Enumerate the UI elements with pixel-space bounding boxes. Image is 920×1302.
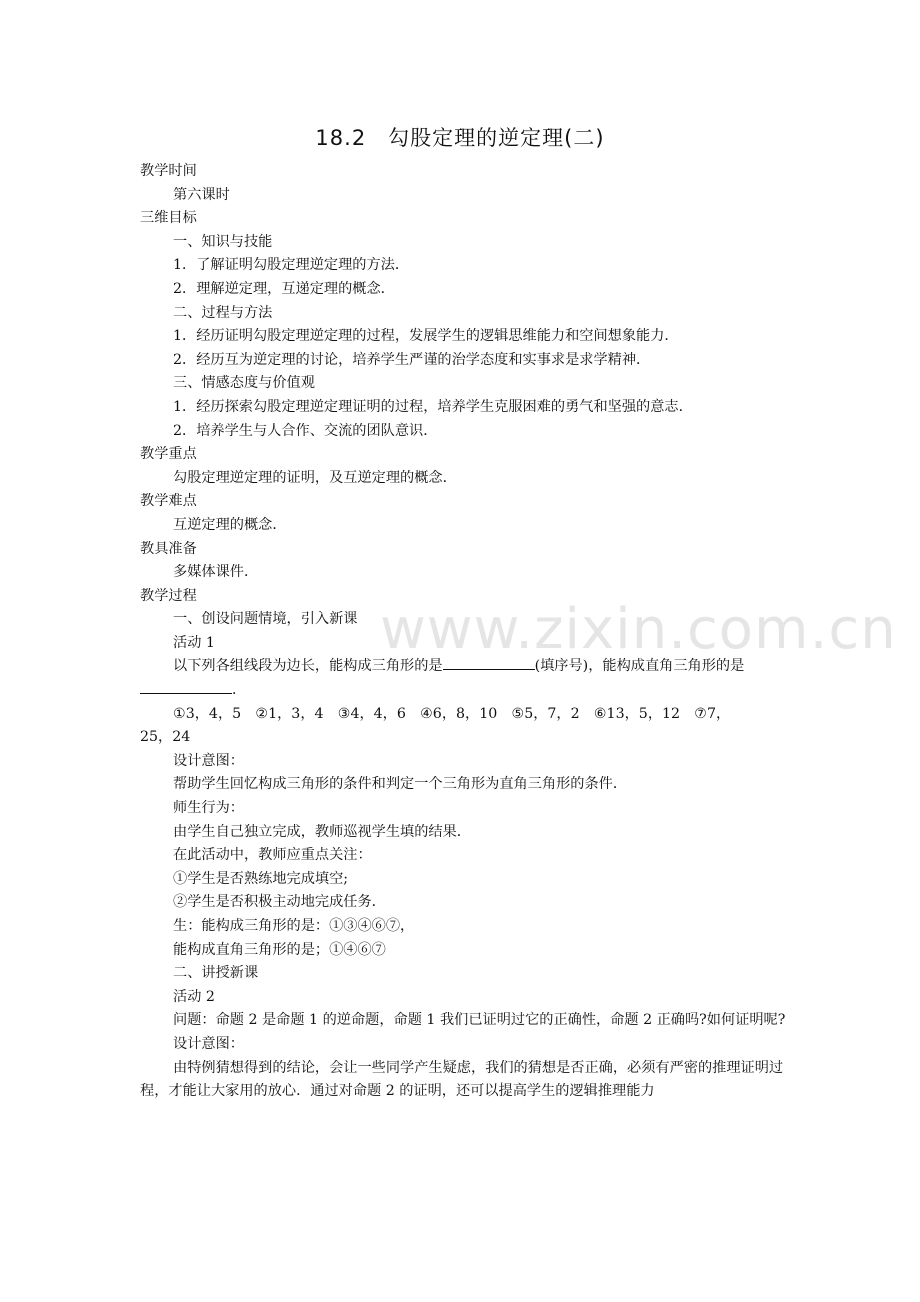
question2: 问题：命题 2 是命题 1 的逆命题，命题 1 我们已证明过它的正确性，命题 2 正确吗?如何证明呢? [173, 1012, 786, 1029]
answer-blank-2[interactable] [140, 693, 232, 694]
focus-item: ①学生是否熟练地完成填空; [173, 870, 349, 887]
focus-intro: 在此活动中，教师应重点关注： [173, 847, 372, 864]
heading-process: 教学过程 [140, 587, 197, 604]
q1-text-b: (填序号)，能构成直角三角形 [534, 658, 716, 675]
design-text: 帮助学生回忆构成三角形的条件和判定一个三角形为直角三角形的条件． [173, 776, 628, 793]
q1-text-a: 以下列各组线段为边长，能构成三角形的是 [173, 658, 443, 675]
q1-text-c: 的是 [715, 658, 745, 675]
student-answer: 生：能构成三角形的是：①③④⑥⑦， [173, 918, 415, 934]
time-value: 第六课时 [173, 186, 230, 203]
design-label: 设计意图： [173, 752, 244, 769]
goals-sub2: 二、过程与方法 [173, 304, 273, 321]
question1 [140, 655, 790, 702]
heading-tools: 教具准备 [140, 540, 197, 557]
focus-item: ②学生是否积极主动地完成任务． [173, 894, 386, 911]
options-line-cont: 25，24 [140, 729, 191, 746]
difficult-value: 互逆定理的概念． [173, 516, 287, 533]
activity1-label: 活动 1 [173, 634, 215, 651]
activity2-label: 活动 2 [173, 988, 215, 1005]
watermark: www.zixin.com.cn [380, 597, 897, 662]
goals-sub1-item: 1．了解证明勾股定理逆定理的方法． [173, 257, 410, 274]
q1-end: ． [232, 682, 247, 699]
tools-value: 多媒体课件． [173, 564, 259, 581]
goals-sub1: 一、知识与技能 [173, 233, 273, 250]
heading-goals: 三维目标 [140, 210, 197, 227]
options-line: ①3，4，5 ②1，3，4 ③4，4，6 ④6，8，10 ⑤5，7，2 ⑥13，5，12 ⑦7， [173, 705, 731, 722]
goals-sub1-item: 2．理解逆定理，互递定理的概念． [173, 280, 395, 297]
goals-sub3: 三、情感态度与价值观 [173, 375, 315, 392]
goals-sub3-item: 1．经历探索勾股定理逆定理证明的过程，培养学生克服困难的勇气和坚强的意志． [173, 398, 693, 415]
goals-sub2-item: 1．经历证明勾股定理逆定理的过程，发展学生的逻辑思维能力和空间想象能力． [173, 328, 679, 345]
action-label: 师生行为： [173, 800, 244, 817]
process-part2: 二、讲授新课 [173, 965, 259, 982]
action-text: 由学生自己独立完成，教师巡视学生填的结果． [173, 823, 471, 840]
document-body [140, 160, 790, 1104]
goals-sub2-item: 2．经历互为逆定理的讨论，培养学生严谨的治学态度和实事求是求学精神． [173, 351, 651, 368]
design2-label: 设计意图： [173, 1035, 244, 1052]
goals-sub3-item: 2．培养学生与人合作、交流的团队意识． [173, 422, 438, 439]
student-answer: 能构成直角三角形的是；①④⑥⑦ [173, 941, 386, 958]
heading-difficult: 教学难点 [140, 493, 197, 510]
heading-time: 教学时间 [140, 163, 197, 179]
process-part1: 一、创设问题情境，引入新课 [173, 611, 358, 628]
heading-key: 教学重点 [140, 446, 197, 463]
design2-text: 由特例猜想得到的结论，会让一些同学产生疑虑，我们的猜想是否正确，必须有严密的推理证明过程，才能让大家用的放心．通过对命题 2 的证明，还可以提高学生的逻辑推理能力 [140, 1059, 784, 1100]
key-value: 勾股定理逆定理的证明，及互逆定理的概念． [173, 469, 457, 486]
page-title: 18.2 勾股定理的逆定理(二) [315, 126, 605, 150]
answer-blank-1[interactable] [443, 669, 535, 670]
